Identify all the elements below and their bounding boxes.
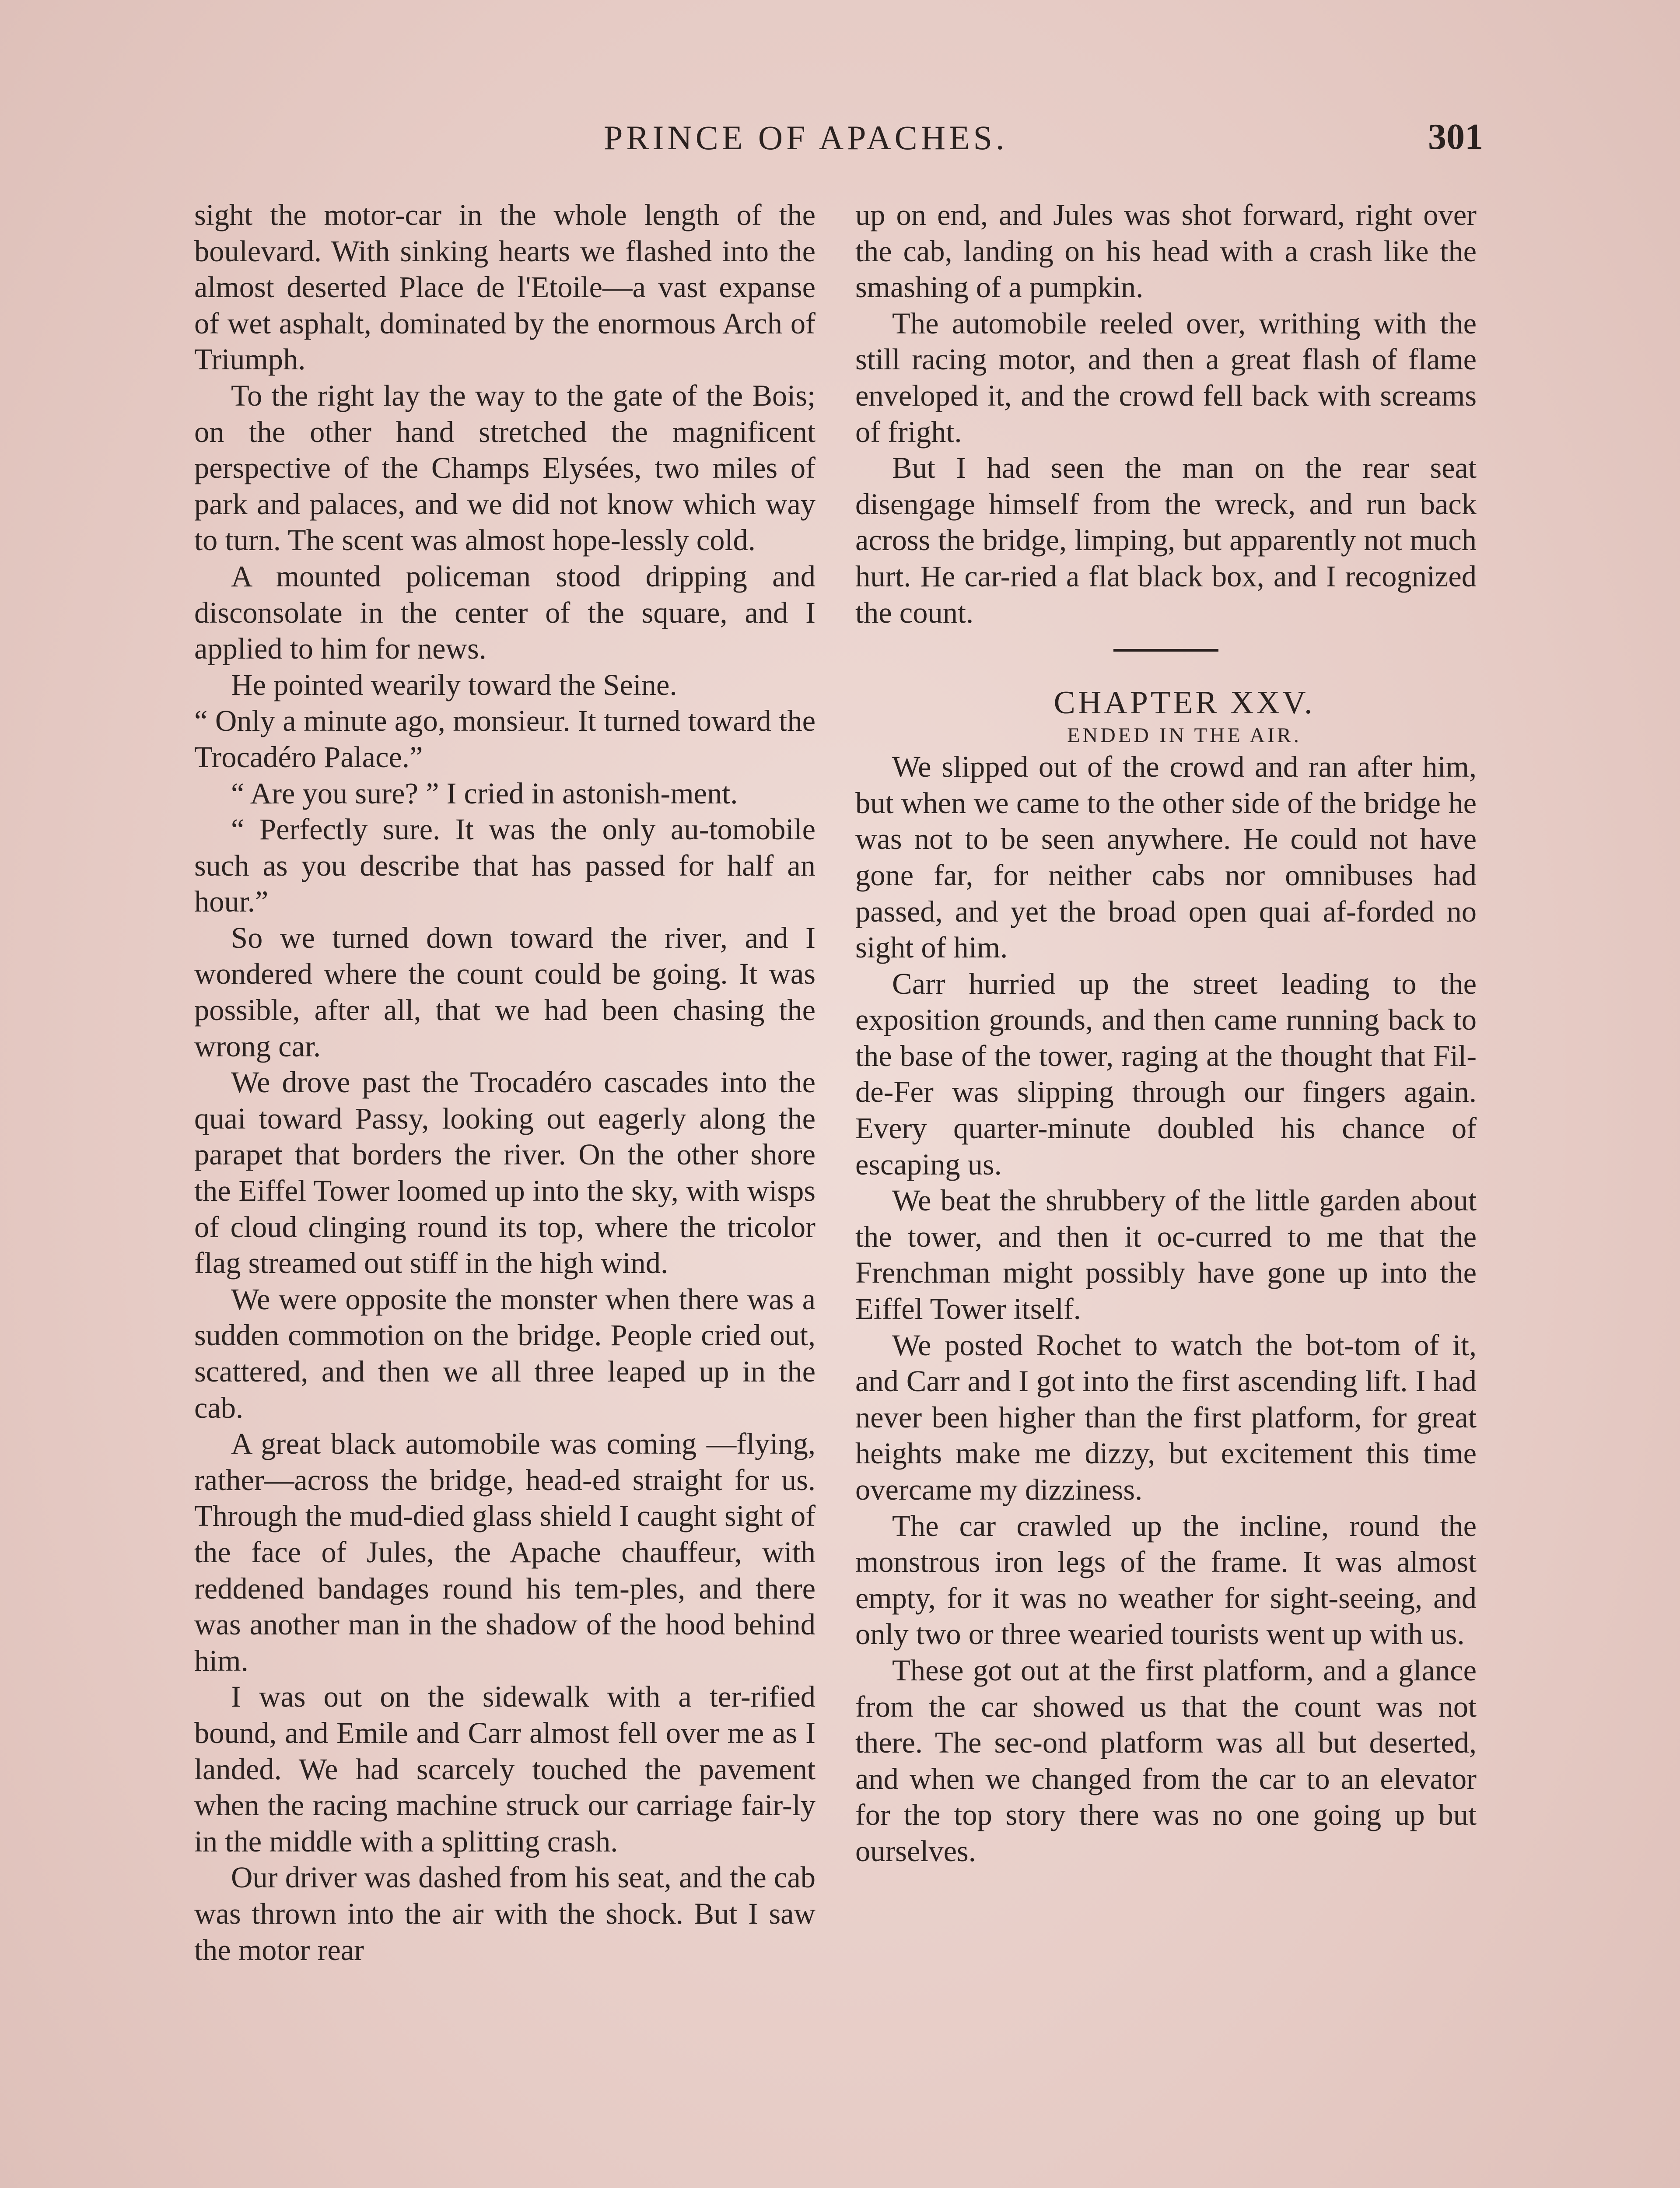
left-column <box>194 197 816 1968</box>
paragraph: The car crawled up the incline, round the monstrous iron legs of the frame. It was almost empty, for it was no weather for sight-seeing, and only two or three wearied tourists went up with us. <box>855 1509 1477 1651</box>
section-divider <box>1113 649 1218 652</box>
paragraph: We were opposite the monster when there was a sudden commotion on the bridge. People cried out, scattered, and then we all three leaped up in the cab. <box>194 1282 816 1424</box>
running-title: PRINCE OF APACHES. <box>604 119 1008 157</box>
page-number: 301 <box>1428 116 1483 157</box>
paragraph: Carr hurried up the street leading to the exposition grounds, and then came running back to the base of the tower, raging at the thought that Fil-de-Fer was slipping through our fingers again. Every quarter-minute doubled his chance of escaping us. <box>855 967 1477 1181</box>
paragraph: These got out at the first platform, and a glance from the car showed us that the count was not there. The sec-ond platform was all but deserted, and when we changed from the car to an elevator for the top story there was no one going up but ourselves. <box>855 1653 1477 1868</box>
paragraph: up on end, and Jules was shot forward, right over the cab, landing on his head with a crash like the smashing of a pumpkin. <box>855 198 1477 304</box>
right-column <box>855 197 1477 1869</box>
paragraph: So we turned down toward the river, and I wondered where the count could be going. It was possible, after all, that we had been chasing the wrong car. <box>194 921 816 1063</box>
page-header <box>0 118 1680 171</box>
paragraph: We slipped out of the crowd and ran after him, but when we came to the other side of the bridge he was not to be seen anywhere. He could not have gone far, for neither cabs nor omnibuses had passed, and yet the broad open quai af-forded no sight of him. <box>855 750 1477 964</box>
paragraph: “ Are you sure? ” I cried in astonish-ment. <box>231 776 738 810</box>
paragraph: To the right lay the way to the gate of the Bois; on the other hand stretched the magnificent perspective of the Champs Elysées, two miles of park and palaces, and we did not know which way to turn. The scent was almost hope-lessly cold. <box>194 379 816 557</box>
paragraph: “ Perfectly sure. It was the only au-tomobile such as you describe that has passed for half an hour.” <box>194 813 816 919</box>
paragraph: The automobile reeled over, writhing with the still racing motor, and then a great flash of flame enveloped it, and the crowd fell back with screams of fright. <box>855 306 1477 449</box>
paragraph: Our driver was dashed from his seat, and the cab was thrown into the air with the shock. But I saw the motor rear <box>194 1861 816 1967</box>
paragraph: “ Only a minute ago, monsieur. It turned toward the Trocadéro Palace.” <box>194 704 816 774</box>
paragraph: I was out on the sidewalk with a ter-rified bound, and Emile and Carr almost fell over me as I landed. We had scarcely touched the pavement when the racing machine struck our carriage fair-ly in the middle with a splitting crash. <box>194 1680 816 1858</box>
paragraph: A mounted policeman stood dripping and disconsolate in the center of the square, and I applied to him for news. <box>194 559 816 666</box>
paragraph: A great black automobile was coming —flying, rather—across the bridge, head-ed straight for us. Through the mud-died glass shield I caught sight of the face of Jules, the Apache chauffeur, with reddened bandages round his tem-ples, and there was another man in the shadow of the hood behind him. <box>194 1427 816 1677</box>
chapter-heading: CHAPTER XXV. <box>1054 685 1315 721</box>
paragraph: We posted Rochet to watch the bot-tom of it, and Carr and I got into the first ascending lift. I had never been higher than the first platform, for great heights make me dizzy, but excitement this time overcame my dizziness. <box>855 1328 1477 1506</box>
paragraph: But I had seen the man on the rear seat disengage himself from the wreck, and run back across the bridge, limping, but apparently not much hurt. He car-ried a flat black box, and I recognized the count. <box>855 451 1477 629</box>
paragraph: We beat the shrubbery of the little garden about the tower, and then it oc-curred to me that the Frenchman might possibly have gone up into the Eiffel Tower itself. <box>855 1184 1477 1326</box>
paragraph: sight the motor-car in the whole length of the boulevard. With sinking hearts we flashed into the almost deserted Place de l'Etoile—a vast expanse of wet asphalt, dominated by the enormous Arch of Triumph. <box>194 198 816 376</box>
chapter-subtitle: ENDED IN THE AIR. <box>1067 724 1302 747</box>
paragraph: He pointed wearily toward the Seine. <box>231 668 677 701</box>
paragraph: We drove past the Trocadéro cascades into the quai toward Passy, looking out eagerly along the parapet that borders the river. On the other shore the Eiffel Tower loomed up into the sky, with wisps of cloud clinging round its top, where the tricolor flag streamed out stiff in the high wind. <box>194 1066 816 1280</box>
